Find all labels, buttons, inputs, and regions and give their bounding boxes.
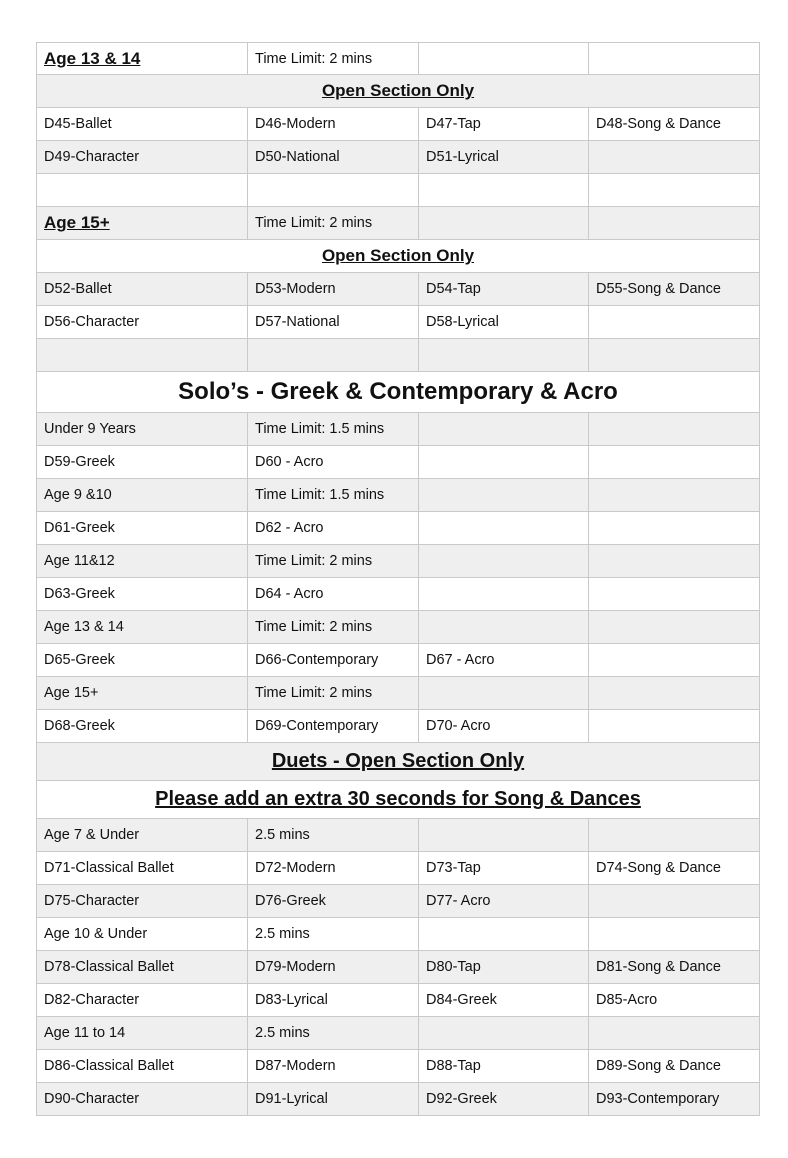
table-cell xyxy=(588,710,760,742)
table-cell: D54-Tap xyxy=(418,273,588,305)
table-row xyxy=(36,545,760,578)
table-cell: D70- Acro xyxy=(418,710,588,742)
table-cell: Time Limit: 2 mins xyxy=(247,207,418,239)
table-cell: D80-Tap xyxy=(418,951,588,983)
table-row xyxy=(36,644,760,677)
table-cell: D51-Lyrical xyxy=(418,141,588,173)
table-cell xyxy=(588,306,760,338)
age-group-heading: Age 13 & 14 xyxy=(36,43,247,74)
table-cell: Time Limit: 2 mins xyxy=(247,545,418,577)
section-heading: Duets - Open Section Only xyxy=(36,743,760,780)
table-row xyxy=(36,611,760,644)
table-cell: D46-Modern xyxy=(247,108,418,140)
table-cell xyxy=(588,644,760,676)
table-cell xyxy=(588,479,760,511)
table-cell: D73-Tap xyxy=(418,852,588,884)
schedule-table xyxy=(36,42,760,1116)
table-row xyxy=(36,578,760,611)
table-cell xyxy=(588,413,760,445)
table-cell: D72-Modern xyxy=(247,852,418,884)
table-cell xyxy=(588,677,760,709)
table-cell: D77- Acro xyxy=(418,885,588,917)
table-cell: Under 9 Years xyxy=(36,413,247,445)
table-row xyxy=(36,951,760,984)
section-heading: Open Section Only xyxy=(36,240,760,272)
table-cell xyxy=(588,885,760,917)
table-cell: D78-Classical Ballet xyxy=(36,951,247,983)
table-cell: Time Limit: 2 mins xyxy=(247,611,418,643)
table-cell: D63-Greek xyxy=(36,578,247,610)
table-row xyxy=(36,141,760,174)
table-cell xyxy=(418,207,588,239)
table-cell: 2.5 mins xyxy=(247,819,418,851)
table-row xyxy=(36,108,760,141)
table-cell: D93-Contemporary xyxy=(588,1083,760,1115)
table-row xyxy=(36,207,760,240)
table-cell xyxy=(418,512,588,544)
table-cell: Age 11&12 xyxy=(36,545,247,577)
table-cell: D67 - Acro xyxy=(418,644,588,676)
table-cell: D66-Contemporary xyxy=(247,644,418,676)
table-cell xyxy=(36,174,247,206)
table-cell: Time Limit: 2 mins xyxy=(247,43,418,74)
table-cell: Age 13 & 14 xyxy=(36,611,247,643)
table-cell xyxy=(418,339,588,371)
table-row xyxy=(36,819,760,852)
table-cell: D75-Character xyxy=(36,885,247,917)
section-heading-row xyxy=(36,240,760,273)
table-cell: D82-Character xyxy=(36,984,247,1016)
age-group-heading: Age 15+ xyxy=(36,207,247,239)
table-cell: Age 7 & Under xyxy=(36,819,247,851)
section-heading: Solo’s - Greek & Contemporary & Acro xyxy=(36,372,760,412)
table-cell: Age 15+ xyxy=(36,677,247,709)
table-cell: D89-Song & Dance xyxy=(588,1050,760,1082)
table-cell xyxy=(418,611,588,643)
table-cell xyxy=(418,918,588,950)
table-row xyxy=(36,677,760,710)
table-cell xyxy=(588,43,760,74)
table-cell: D92-Greek xyxy=(418,1083,588,1115)
table-cell: D83-Lyrical xyxy=(247,984,418,1016)
table-cell: D86-Classical Ballet xyxy=(36,1050,247,1082)
table-cell xyxy=(247,339,418,371)
table-cell xyxy=(418,677,588,709)
table-cell: D62 - Acro xyxy=(247,512,418,544)
table-cell: D56-Character xyxy=(36,306,247,338)
table-row xyxy=(36,885,760,918)
table-cell xyxy=(418,446,588,478)
table-cell: D53-Modern xyxy=(247,273,418,305)
table-cell xyxy=(588,141,760,173)
table-row xyxy=(36,852,760,885)
table-cell xyxy=(36,339,247,371)
table-cell: D91-Lyrical xyxy=(247,1083,418,1115)
table-cell: D45-Ballet xyxy=(36,108,247,140)
table-cell: D48-Song & Dance xyxy=(588,108,760,140)
table-cell: D50-National xyxy=(247,141,418,173)
section-heading: Please add an extra 30 seconds for Song & Dances xyxy=(36,781,760,818)
table-cell: D90-Character xyxy=(36,1083,247,1115)
table-row xyxy=(36,710,760,743)
table-cell: D76-Greek xyxy=(247,885,418,917)
table-cell: D58-Lyrical xyxy=(418,306,588,338)
table-cell: D59-Greek xyxy=(36,446,247,478)
table-cell: D88-Tap xyxy=(418,1050,588,1082)
table-cell: D49-Character xyxy=(36,141,247,173)
table-cell: D85-Acro xyxy=(588,984,760,1016)
table-cell: D47-Tap xyxy=(418,108,588,140)
table-cell: 2.5 mins xyxy=(247,1017,418,1049)
table-row xyxy=(36,512,760,545)
table-cell: Time Limit: 2 mins xyxy=(247,677,418,709)
table-cell: Age 11 to 14 xyxy=(36,1017,247,1049)
table-cell xyxy=(418,1017,588,1049)
table-row xyxy=(36,984,760,1017)
section-heading-row xyxy=(36,743,760,781)
table-cell xyxy=(418,174,588,206)
table-cell xyxy=(588,446,760,478)
table-cell xyxy=(418,43,588,74)
table-cell xyxy=(588,339,760,371)
table-row xyxy=(36,42,760,75)
table-cell: Age 9 &10 xyxy=(36,479,247,511)
table-cell: 2.5 mins xyxy=(247,918,418,950)
table-row xyxy=(36,446,760,479)
table-cell: D71-Classical Ballet xyxy=(36,852,247,884)
table-cell: D69-Contemporary xyxy=(247,710,418,742)
table-cell: D84-Greek xyxy=(418,984,588,1016)
table-cell xyxy=(418,479,588,511)
table-cell xyxy=(418,545,588,577)
table-cell xyxy=(588,512,760,544)
table-cell: Time Limit: 1.5 mins xyxy=(247,413,418,445)
table-row xyxy=(36,273,760,306)
table-row xyxy=(36,1083,760,1116)
table-cell xyxy=(588,174,760,206)
table-cell xyxy=(588,578,760,610)
section-heading-row xyxy=(36,75,760,108)
table-cell: D79-Modern xyxy=(247,951,418,983)
table-row xyxy=(36,413,760,446)
table-row xyxy=(36,479,760,512)
table-cell: D61-Greek xyxy=(36,512,247,544)
table-row xyxy=(36,1017,760,1050)
table-row xyxy=(36,306,760,339)
table-cell: D65-Greek xyxy=(36,644,247,676)
table-row xyxy=(36,174,760,207)
section-heading: Open Section Only xyxy=(36,75,760,107)
table-cell xyxy=(588,918,760,950)
table-cell xyxy=(418,819,588,851)
table-cell: D55-Song & Dance xyxy=(588,273,760,305)
section-heading-row xyxy=(36,781,760,819)
table-cell: D52-Ballet xyxy=(36,273,247,305)
table-cell: D68-Greek xyxy=(36,710,247,742)
table-cell: Age 10 & Under xyxy=(36,918,247,950)
section-heading-row xyxy=(36,372,760,413)
table-row xyxy=(36,918,760,951)
table-cell: D60 - Acro xyxy=(247,446,418,478)
table-cell xyxy=(247,174,418,206)
table-cell: D57-National xyxy=(247,306,418,338)
table-cell: Time Limit: 1.5 mins xyxy=(247,479,418,511)
table-row xyxy=(36,1050,760,1083)
table-cell xyxy=(588,611,760,643)
table-cell: D74-Song & Dance xyxy=(588,852,760,884)
table-cell xyxy=(418,413,588,445)
table-cell xyxy=(588,819,760,851)
table-cell xyxy=(418,578,588,610)
table-cell xyxy=(588,1017,760,1049)
table-row xyxy=(36,339,760,372)
table-cell xyxy=(588,207,760,239)
table-cell xyxy=(588,545,760,577)
table-cell: D81-Song & Dance xyxy=(588,951,760,983)
table-cell: D64 - Acro xyxy=(247,578,418,610)
table-cell: D87-Modern xyxy=(247,1050,418,1082)
